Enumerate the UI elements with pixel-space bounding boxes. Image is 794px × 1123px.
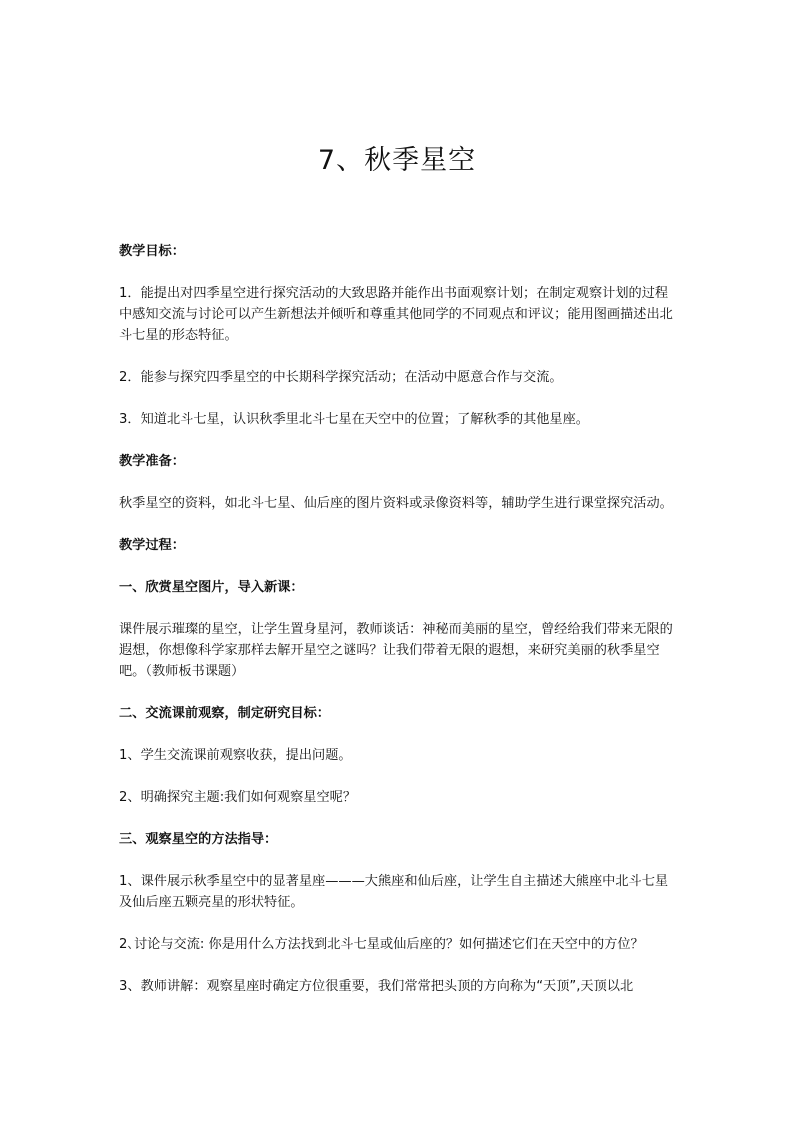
paragraph: 2､讨论与交流: 你是用什么方法找到北斗七星或仙后座的？如何描述它们在天空中的方位？ (119, 937, 644, 952)
paragraph: 2．能参与探究四季星空的中长期科学探究活动；在活动中愿意合作与交流。 (119, 370, 563, 385)
paragraph: 1、学生交流课前观察收获，提出问题。 (119, 748, 352, 763)
document-title: 7、秋季星空 (317, 145, 477, 176)
paragraph: 3、教师讲解：观察星座时确定方位很重要，我们常常把头顶的方向称为“天顶”,天顶以北 (119, 979, 634, 994)
section-heading: 三、观察星空的方法指导： (119, 832, 278, 847)
section-heading: 教学过程： (119, 538, 185, 553)
paragraph: 1、课件展示秋季星空中的显著星座———大熊座和仙后座，让学生自主描述大熊座中北斗七星及仙后座五颗亮星的形状特征。 (119, 874, 669, 910)
paragraph: 秋季星空的资料，如北斗七星、仙后座的图片资料或录像资料等，辅助学生进行课堂探究活动。 (119, 496, 673, 511)
section-heading: 教学目标： (119, 244, 185, 259)
paragraph: 课件展示璀璨的星空，让学生置身星河，教师谈话：神秘而美丽的星空，曾经给我们带来无限的遐想，你想像科学家那样去解开星空之谜吗？让我们带着无限的遐想，来研究美丽的秋季星空吧。（教师板书课题） (119, 622, 673, 679)
document-body (119, 241, 679, 997)
paragraph: 1．能提出对四季星空进行探究活动的大致思路并能作出书面观察计划；在制定观察计划的过程中感知交流与讨论可以产生新想法并倾听和尊重其他同学的不同观点和评议；能用图画描述出北斗七星的形态特征。 (119, 286, 673, 343)
section-heading: 一、欣赏星空图片，导入新课： (119, 580, 304, 595)
section-heading: 二、交流课前观察，制定研究目标： (119, 706, 330, 721)
paragraph: 3．知道北斗七星，认识秋季里北斗七星在天空中的位置；了解秋季的其他星座。 (119, 412, 589, 427)
paragraph: 2、明确探究主题:我们如何观察星空呢？ (119, 790, 357, 805)
section-heading: 教学准备： (119, 454, 185, 469)
